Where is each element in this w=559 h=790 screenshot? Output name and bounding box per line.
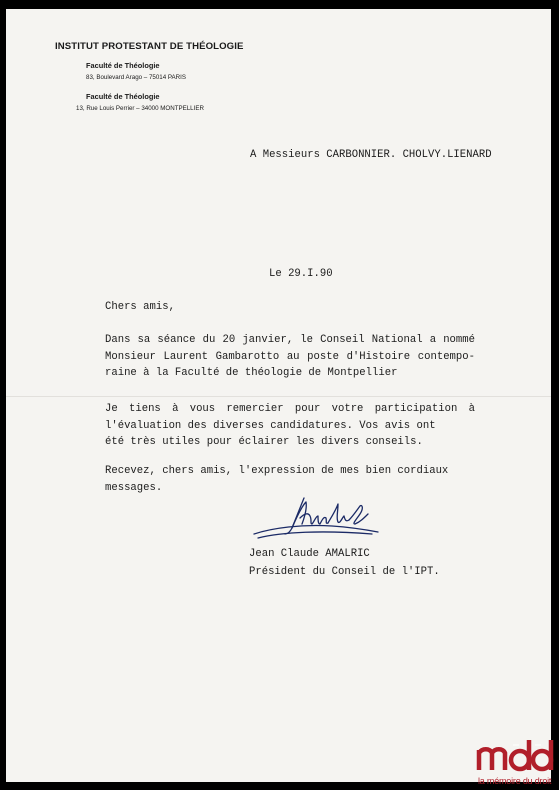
recipients-line: A Messieurs CARBONNIER. CHOLVY.LIENARD [250,149,492,161]
paragraph-line: l'évaluation des diverses candidatures. Vos avis ont [105,419,436,432]
paragraph-thanks [105,403,475,453]
letterhead-faculty-paris: Faculté de Théologie [86,61,160,70]
handwritten-signature [252,494,382,542]
paragraph-line: Je tiens à vous remercier pour votre participation à [105,403,475,415]
letterhead-address-montpellier: 13, Rue Louis Perrier – 34000 MONTPELLIER [76,105,204,112]
paragraph-line: raine à la Faculté de théologie de Montpellier [105,367,398,379]
watermark-tagline: la mémoire du droit [478,776,552,786]
paragraph-appointment [105,334,475,384]
paragraph-line: été très utiles pour éclairer les divers conseils. [105,436,423,448]
signer-title: Président du Conseil de l'IPT. [249,566,440,578]
letterhead-address-paris: 83, Boulevard Arago – 75014 PARIS [86,74,186,81]
signer-name: Jean Claude AMALRIC [249,548,370,560]
letter-date: Le 29.I.90 [269,268,333,280]
paragraph-line: Recevez, chers amis, l'expression de mes bien cordiaux [105,465,449,477]
mdd-logo [476,736,558,776]
fold-line [6,396,551,397]
paragraph-line: Monsieur Laurent Gambarotto au poste d'Histoire contempo- [105,350,475,363]
paragraph-line: messages. [105,481,163,494]
salutation: Chers amis, [105,301,175,313]
letterhead-faculty-montpellier: Faculté de Théologie [86,92,160,101]
letterhead-institution: INSTITUT PROTESTANT DE THÉOLOGIE [55,41,244,52]
paragraph-line: Dans sa séance du 20 janvier, le Conseil National a nommé [105,334,475,346]
